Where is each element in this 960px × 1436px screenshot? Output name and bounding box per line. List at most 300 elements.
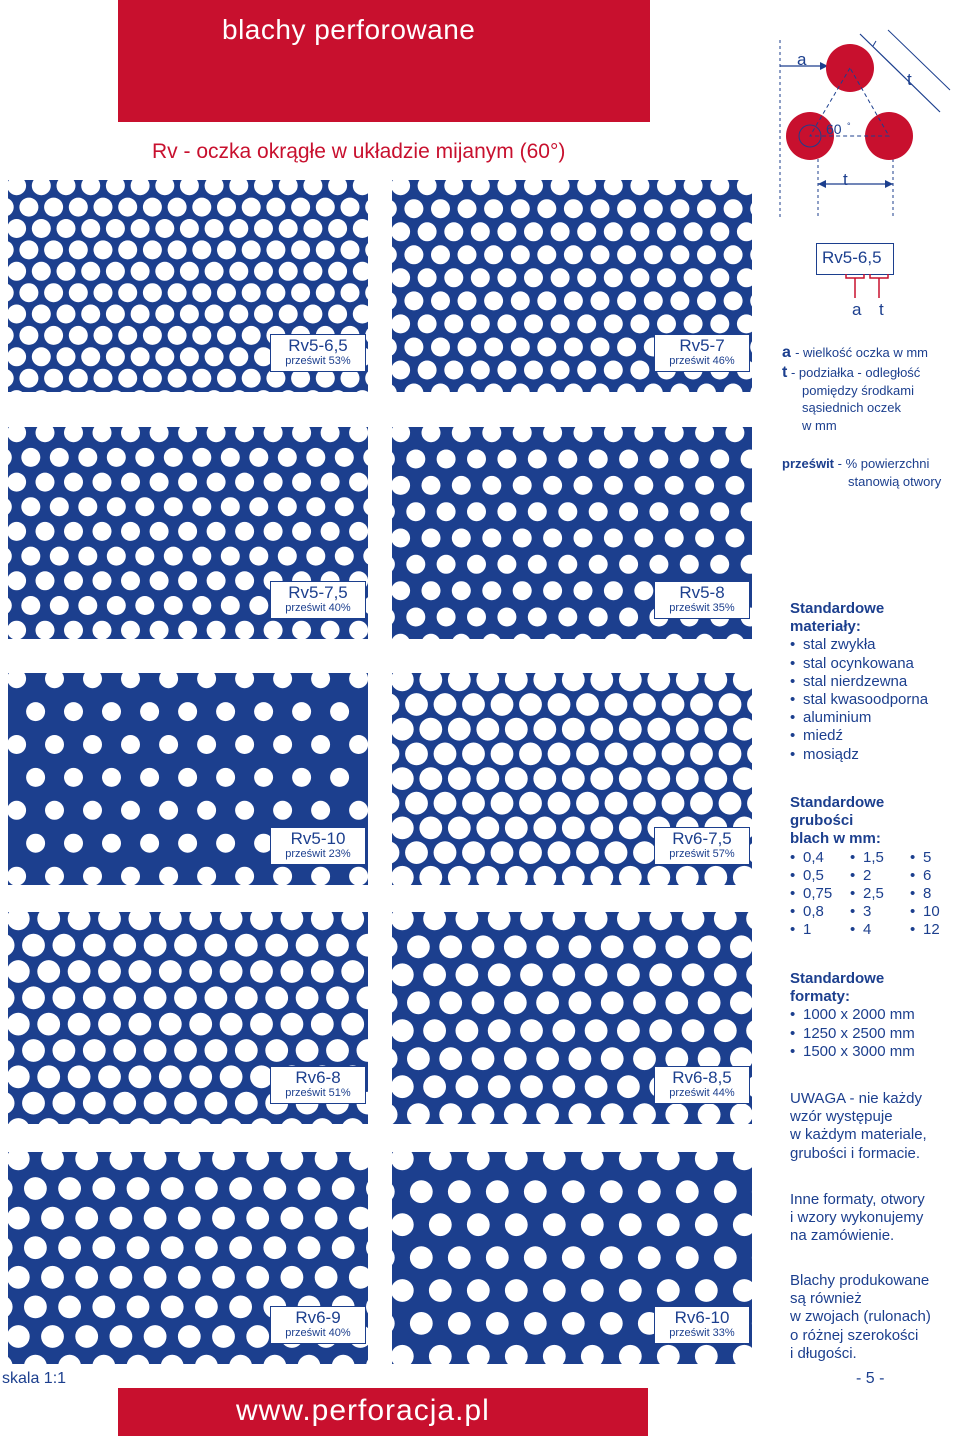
perforation-hole — [164, 448, 183, 467]
perforation-hole — [92, 1236, 115, 1259]
perforation-hole — [647, 767, 670, 790]
perforation-hole — [690, 693, 713, 716]
perforation-hole — [98, 960, 121, 983]
perforation-hole — [192, 198, 211, 217]
perforation-hole — [264, 621, 283, 639]
perforation-hole — [697, 245, 716, 264]
perforation-hole — [311, 801, 330, 820]
perforation-hole — [32, 219, 51, 238]
perforation-hole — [192, 497, 211, 516]
thickness-value: • 5 — [910, 849, 960, 867]
perforation-hole — [189, 1065, 212, 1088]
perforation-hole — [491, 792, 514, 815]
perforation-hole — [601, 935, 624, 958]
perforation-hole — [102, 834, 121, 853]
perforation-hole — [698, 935, 721, 958]
panel-code: Rv6-8,5 — [672, 1068, 732, 1087]
perforation-hole — [143, 240, 162, 259]
perforation-hole — [174, 934, 197, 957]
perforation-hole — [143, 326, 162, 345]
perforation-hole — [431, 245, 450, 264]
perforation-hole — [311, 867, 330, 885]
perforation-hole — [265, 1039, 288, 1062]
perforation-hole — [604, 222, 623, 241]
perforation-hole — [695, 1279, 718, 1302]
perforation-hole — [281, 1013, 304, 1036]
perforation-hole — [486, 1246, 509, 1269]
perforation-hole — [456, 1019, 479, 1042]
thickness-heading-1: Standardowe — [790, 794, 885, 811]
perforation-hole — [332, 1177, 355, 1200]
perforation-hole — [604, 529, 623, 548]
perforation-hole — [37, 1013, 60, 1036]
perforation-hole — [58, 1177, 81, 1200]
perforation-hole — [551, 361, 570, 380]
perforation-hole — [229, 219, 248, 238]
perforation-hole — [121, 867, 140, 885]
perforation-hole — [281, 960, 304, 983]
perforation-hole — [264, 522, 283, 541]
materials-heading-2: materiały: — [790, 618, 861, 636]
perforation-hole — [670, 291, 689, 310]
perforation-hole — [562, 1246, 585, 1269]
perforation-hole — [634, 476, 653, 495]
perforation-hole — [178, 1207, 201, 1230]
perforation-hole — [604, 361, 623, 380]
perforation-hole — [217, 240, 236, 259]
perforation-hole — [41, 1207, 64, 1230]
perforation-hole — [273, 867, 292, 885]
perforation-hole — [36, 473, 55, 492]
perforation-hole — [229, 305, 248, 324]
perforation-hole — [551, 314, 570, 333]
perforation-hole — [135, 596, 154, 615]
perforation-hole — [537, 245, 556, 264]
perforation-hole — [94, 283, 113, 302]
perforation-hole — [467, 1279, 490, 1302]
perforation-hole — [242, 283, 261, 302]
perforation-hole — [19, 283, 38, 302]
perforation-hole — [725, 529, 744, 548]
perforation-hole — [452, 581, 471, 600]
perforation-hole — [178, 1266, 201, 1289]
perforation-hole — [121, 473, 140, 492]
perforation-hole — [113, 934, 136, 957]
format-item: • 1250 x 2500 mm — [790, 1025, 915, 1043]
page-title: blachy perforowane — [222, 14, 476, 45]
thickness-value: • 0,8 — [790, 903, 850, 921]
perforation-hole — [519, 841, 542, 864]
perforation-hole — [548, 792, 571, 815]
perforation-hole — [50, 448, 69, 467]
perforation-hole — [633, 1047, 656, 1070]
code-example: Rv5-6,5 — [822, 248, 882, 267]
perforation-hole — [670, 199, 689, 218]
perforation-hole — [263, 1236, 286, 1259]
perforation-hole — [589, 608, 608, 627]
perforation-hole — [306, 497, 325, 516]
panel-label — [270, 1066, 366, 1104]
perforation-hole — [113, 1092, 136, 1115]
perforation-hole — [53, 1092, 76, 1115]
perforation-hole — [178, 621, 197, 639]
perforation-hole — [448, 767, 471, 790]
perforation-hole — [562, 817, 585, 840]
perforation-hole — [229, 262, 248, 281]
perforation-hole — [439, 935, 462, 958]
perforation-hole — [159, 1065, 182, 1088]
perforation-hole — [519, 743, 542, 766]
format-item: • 1000 x 2000 mm — [790, 1006, 915, 1024]
perforation-hole — [448, 718, 471, 741]
perforation-hole — [64, 473, 83, 492]
perforation-hole — [102, 768, 121, 787]
code-label-t: t — [879, 300, 884, 319]
perforation-hole — [467, 1213, 490, 1236]
perforation-hole — [22, 1092, 45, 1115]
perforation-hole — [121, 571, 140, 590]
panel-open-area: prześwit 35% — [669, 602, 735, 614]
perforation-hole — [505, 767, 528, 790]
perforation-hole — [178, 571, 197, 590]
perforation-hole — [548, 693, 571, 716]
perforation-hole — [581, 1279, 604, 1302]
perforation-hole — [150, 621, 169, 639]
perforation-hole — [26, 834, 45, 853]
perforation-hole — [406, 555, 425, 574]
perforation-hole — [296, 934, 319, 957]
perforation-hole — [419, 767, 442, 790]
perforation-hole — [662, 743, 685, 766]
legend-a: a - wielkość oczka w mm — [782, 344, 928, 361]
perforation-hole — [303, 305, 322, 324]
perforation-hole — [462, 792, 485, 815]
perforation-hole — [552, 1019, 575, 1042]
perforation-hole — [159, 801, 178, 820]
perforation-hole — [44, 283, 63, 302]
perforation-hole — [491, 743, 514, 766]
perforation-hole — [92, 1177, 115, 1200]
perforation-hole — [150, 473, 169, 492]
perforation-hole — [633, 841, 656, 864]
perforation-hole — [249, 596, 268, 615]
perforation-hole — [205, 219, 224, 238]
perforation-hole — [37, 960, 60, 983]
perforation-hole — [83, 1092, 106, 1115]
perforation-hole — [129, 960, 152, 983]
perforation-hole — [349, 735, 368, 754]
perforation-hole — [335, 547, 354, 566]
perforation-hole — [315, 1207, 338, 1230]
perforation-hole — [192, 547, 211, 566]
perforation-hole — [520, 1075, 543, 1098]
perforation-hole — [144, 986, 167, 1009]
thickness-value: • 8 — [910, 885, 960, 903]
perforation-hole — [254, 768, 273, 787]
perforation-hole — [143, 198, 162, 217]
perforation-hole — [254, 262, 273, 281]
perforation-hole — [19, 326, 38, 345]
perforation-hole — [53, 934, 76, 957]
perforation-hole — [64, 768, 83, 787]
panel-rv5-8 — [392, 427, 752, 639]
panel-open-area: prześwit 57% — [669, 848, 735, 860]
perforation-hole — [180, 219, 199, 238]
perforation-hole — [434, 792, 457, 815]
perforation-hole — [551, 268, 570, 287]
perforation-hole — [405, 792, 428, 815]
perforation-hole — [497, 450, 516, 469]
perforation-hole — [242, 240, 261, 259]
perforation-hole — [524, 268, 543, 287]
perforation-hole — [36, 621, 55, 639]
perforation-hole — [75, 1266, 98, 1289]
perforation-hole — [484, 291, 503, 310]
perforation-hole — [235, 522, 254, 541]
perforation-hole — [155, 262, 174, 281]
perforation-hole — [161, 1296, 184, 1319]
perforation-hole — [220, 1013, 243, 1036]
perforation-hole — [127, 1296, 150, 1319]
perforation-hole — [303, 219, 322, 238]
perforation-hole — [601, 991, 624, 1014]
perforation-hole — [617, 1019, 640, 1042]
perforation-hole — [21, 448, 40, 467]
perforation-hole — [634, 529, 653, 548]
panel-rv5-7-5 — [8, 427, 368, 639]
perforation-hole — [448, 1180, 471, 1203]
perforation-hole — [558, 450, 577, 469]
perforation-hole — [548, 841, 571, 864]
panel-open-area: prześwit 44% — [669, 1087, 735, 1099]
perforation-hole — [328, 219, 347, 238]
thickness-value: • 0,5 — [790, 867, 850, 885]
perforation-hole — [497, 361, 516, 380]
perforation-hole — [24, 1296, 47, 1319]
perforation-hole — [704, 767, 727, 790]
perforation-hole — [221, 497, 240, 516]
perforation-hole — [192, 240, 211, 259]
thickness-value: • 6 — [910, 867, 960, 885]
perforation-hole — [665, 529, 684, 548]
perforation-hole — [589, 450, 608, 469]
perforation-hole — [330, 702, 349, 721]
perforation-hole — [505, 817, 528, 840]
perforation-hole — [638, 1246, 661, 1269]
perforation-hole — [605, 841, 628, 864]
perforation-hole — [537, 291, 556, 310]
perforation-hole — [92, 1296, 115, 1319]
perforation-hole — [326, 934, 349, 957]
perforation-hole — [36, 571, 55, 590]
perforation-hole — [22, 1039, 45, 1062]
perforation-hole — [281, 1266, 304, 1289]
perforation-hole — [513, 529, 532, 548]
perforation-hole — [520, 1019, 543, 1042]
perforation-hole — [217, 326, 236, 345]
perforation-hole — [680, 502, 699, 521]
perforation-hole — [710, 314, 729, 333]
formats-heading-2: formaty: — [790, 988, 851, 1006]
perforation-hole — [168, 283, 187, 302]
perforation-hole — [730, 935, 752, 958]
perforation-hole — [303, 262, 322, 281]
perforation-hole — [41, 1325, 64, 1348]
perforation-hole — [207, 473, 226, 492]
perforation-hole — [221, 448, 240, 467]
panel-code: Rv5-7,5 — [288, 583, 348, 602]
perforation-hole — [714, 1180, 737, 1203]
perforation-hole — [576, 841, 599, 864]
perforation-hole — [64, 702, 83, 721]
perforation-hole — [292, 473, 311, 492]
perforation-hole — [633, 693, 656, 716]
perforation-hole — [205, 347, 224, 366]
perforation-hole — [78, 448, 97, 467]
perforation-hole — [235, 1092, 258, 1115]
material-item: • miedź — [790, 727, 928, 745]
perforation-hole — [278, 448, 297, 467]
perforation-hole — [562, 1312, 585, 1335]
perforation-hole — [26, 702, 45, 721]
perforation-hole — [564, 291, 583, 310]
perforation-hole — [121, 735, 140, 754]
perforation-hole — [178, 1325, 201, 1348]
diagram-label-t-horiz: t — [843, 170, 848, 189]
panel-label — [270, 334, 366, 372]
perforation-hole — [192, 596, 211, 615]
panel-code: Rv6-10 — [674, 1308, 730, 1327]
perforation-hole — [212, 1266, 235, 1289]
perforation-hole — [180, 347, 199, 366]
perforation-hole — [467, 608, 486, 627]
perforation-hole — [53, 986, 76, 1009]
perforation-hole — [45, 867, 64, 885]
perforation-hole — [135, 497, 154, 516]
note-inne: Inne formaty, otwory i wzory wykonujemy na zamówienie. — [790, 1191, 925, 1245]
perforation-hole — [448, 1246, 471, 1269]
perforation-hole — [462, 693, 485, 716]
perforation-hole — [505, 718, 528, 741]
perforation-hole — [21, 497, 40, 516]
perforation-hole — [630, 314, 649, 333]
material-item: • aluminium — [790, 709, 928, 727]
perforation-hole — [504, 1047, 527, 1070]
footer-url[interactable]: www.perforacja.pl — [236, 1394, 490, 1427]
perforation-hole — [57, 347, 76, 366]
legend-przeswit: prześwit - % powierzchni stanowią otwory — [782, 456, 942, 489]
perforation-hole — [341, 283, 360, 302]
scale-label: skala 1:1 — [2, 1370, 67, 1387]
perforation-hole — [335, 448, 354, 467]
perforation-hole — [83, 801, 102, 820]
perforation-hole — [78, 497, 97, 516]
perforation-hole — [69, 283, 88, 302]
perforation-hole — [513, 581, 532, 600]
perforation-hole — [131, 262, 150, 281]
perforation-hole — [605, 693, 628, 716]
perforation-hole — [407, 1047, 430, 1070]
perforation-hole — [719, 743, 742, 766]
perforation-hole — [216, 834, 235, 853]
perforation-hole — [418, 314, 437, 333]
perforation-hole — [164, 596, 183, 615]
perforation-hole — [140, 702, 159, 721]
perforation-hole — [349, 621, 368, 639]
perforation-hole — [505, 1213, 528, 1236]
perforation-hole — [144, 1039, 167, 1062]
perforation-hole — [174, 1092, 197, 1115]
perforation-hole — [291, 283, 310, 302]
perforation-hole — [68, 1013, 91, 1036]
perforation-hole — [537, 338, 556, 357]
perforation-hole — [488, 1019, 511, 1042]
perforation-hole — [649, 1019, 672, 1042]
perforation-hole — [291, 198, 310, 217]
perforation-hole — [604, 314, 623, 333]
perforation-hole — [121, 801, 140, 820]
perforation-hole — [155, 305, 174, 324]
perforation-hole — [476, 767, 499, 790]
perforation-hole — [321, 522, 340, 541]
perforation-hole — [497, 608, 516, 627]
panel-rv6-9 — [8, 1152, 368, 1364]
perforation-hole — [458, 245, 477, 264]
perforation-hole — [195, 1177, 218, 1200]
perforation-hole — [697, 199, 716, 218]
perforation-hole — [316, 240, 335, 259]
perforation-hole — [93, 473, 112, 492]
perforation-hole — [316, 283, 335, 302]
perforation-hole — [533, 767, 556, 790]
perforation-hole — [657, 314, 676, 333]
perforation-hole — [543, 476, 562, 495]
perforation-hole — [504, 935, 527, 958]
perforation-hole — [94, 369, 113, 388]
perforation-hole — [524, 314, 543, 333]
perforation-hole — [724, 291, 743, 310]
perforation-hole — [548, 743, 571, 766]
perforation-hole — [543, 1279, 566, 1302]
perforation-hole — [422, 476, 441, 495]
panel-rv6-8-5 — [392, 912, 752, 1124]
perforation-hole — [246, 1207, 269, 1230]
perforation-hole — [93, 522, 112, 541]
perforation-hole — [242, 326, 261, 345]
perforation-hole — [619, 817, 642, 840]
panel-rv6-7-5 — [392, 673, 752, 885]
perforation-hole — [601, 1047, 624, 1070]
perforation-hole — [437, 555, 456, 574]
perforation-hole — [511, 199, 530, 218]
perforation-hole — [296, 1039, 319, 1062]
perforation-hole — [21, 596, 40, 615]
perforation-hole — [69, 369, 88, 388]
perforation-hole — [676, 1180, 699, 1203]
perforation-hole — [235, 571, 254, 590]
panel-code: Rv6-7,5 — [672, 829, 732, 848]
perforation-hole — [110, 1207, 133, 1230]
perforation-hole — [471, 268, 490, 287]
perforation-hole — [543, 581, 562, 600]
perforation-hole — [168, 369, 187, 388]
perforation-hole — [144, 1266, 167, 1289]
perforation-hole — [44, 198, 63, 217]
perforation-hole — [600, 1180, 623, 1203]
panel-open-area: prześwit 33% — [669, 1327, 735, 1339]
panel-label — [270, 1306, 366, 1344]
perforation-hole — [197, 867, 216, 885]
